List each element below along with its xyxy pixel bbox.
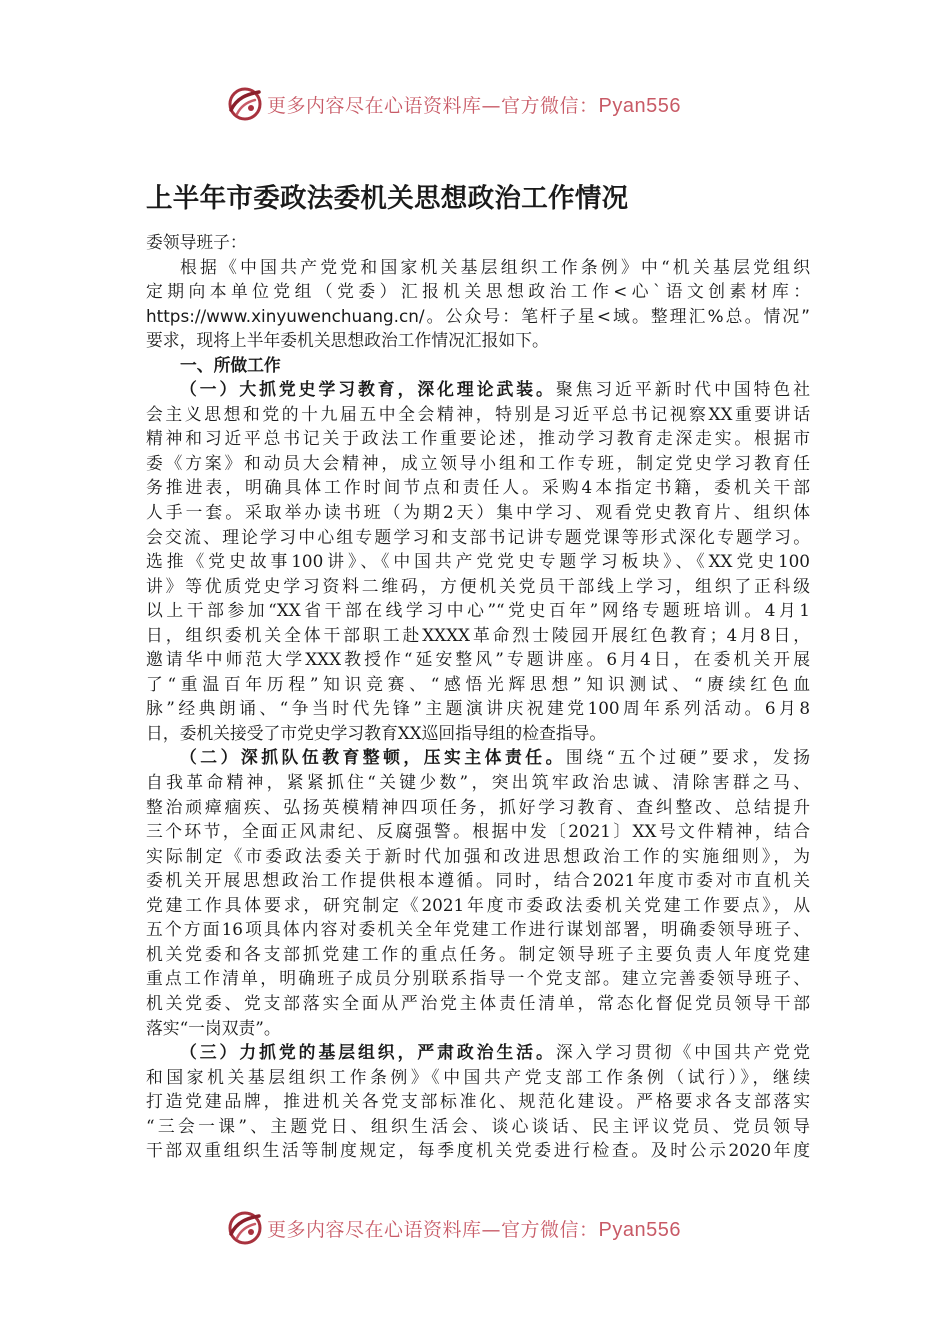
- paragraph-line: 讲》等优质党史学习资料二维码，方便机关党员干部线上学习，组织了正科级: [146, 575, 810, 596]
- intro-line: [146, 304, 810, 329]
- paragraph-line: 人手一套。采取举办读书班（为期2天）集中学习、观看党史教育片、组织体: [146, 502, 810, 523]
- paragraph-line: 自我革命精神，紧紧抓住“关键少数”，突出筑牢政治忠诚、清除害群之马、: [146, 772, 810, 793]
- intro-line: 定期向本单位党组（党委）汇报机关思想政治工作<心`语文创素材库：: [146, 281, 810, 302]
- paragraph-line: 邀请华中师范大学XXX教授作“延安整风”专题讲座。6月4日，在委机关开展: [146, 649, 810, 670]
- paragraph-line: 精神和习近平总书记关于政法工作重要论述，推动学习教育走深走实。根据市: [146, 428, 810, 449]
- document-title: 上半年市委政法委机关思想政治工作情况: [146, 183, 629, 214]
- paragraph-heading: （一）大抓党史学习教育，深化理论武装。: [180, 379, 556, 400]
- banner-text: [267, 1215, 681, 1242]
- header-banner: [0, 84, 950, 124]
- banner-label: 更多内容尽在心语资料库—官方微信：: [267, 94, 599, 117]
- banner-wechat-handle: Pyan556: [598, 94, 681, 117]
- paragraph-line: 选推《党史故事100讲》、《中国共产党党史专题学习板块》、《XX党史100: [146, 551, 810, 572]
- paragraph-last-line: 落实“一岗双责”。: [146, 1017, 281, 1038]
- paragraph-line: 重点工作清单，明确班子成员分别联系指导一个党支部。建立完善委领导班子、: [146, 968, 810, 989]
- paragraph-line: 和国家机关基层组织工作条例》《中国共产党支部工作条例（试行）》，继续: [146, 1066, 810, 1087]
- section-heading: 一、所做工作: [180, 354, 281, 375]
- paragraph-first-line: [146, 745, 810, 770]
- paragraph-line: 了“重温百年历程”知识竞赛、“感悟光辉思想”知识测试、“赓续红色血: [146, 673, 810, 694]
- paragraph-line: 日，组织委机关全体干部职工赴XXXX革命烈士陵园开展红色教育；4月8日，: [146, 624, 810, 645]
- banner-wechat-handle: Pyan556: [598, 1218, 681, 1241]
- paragraph-first-line: [146, 377, 810, 402]
- paragraph-heading: （三）力抓党的基层组织，严肃政治生活。: [180, 1042, 556, 1063]
- document-body: [146, 230, 810, 1163]
- paragraph-line: 会交流、理论学习中心组专题学习和支部书记讲专题党课等形式深化专题学习。: [146, 526, 810, 547]
- paragraph-last-line: 日，委机关接受了市党史学习教育XX巡回指导组的检查指导。: [146, 722, 607, 743]
- paragraph-line: 会主义思想和党的十九届五中全会精神，特别是习近平总书记视察XX重要讲话: [146, 403, 810, 424]
- paragraph-text: 聚焦习近平新时代中国特色社: [555, 379, 810, 400]
- paragraph-line: 委机关开展思想政治工作提供根本遵循。同时，结合2021年度市委对市直机关: [146, 870, 810, 891]
- paragraph-line: 干部双重组织生活等制度规定，每季度机关党委进行检查。及时公示2020年度: [146, 1140, 810, 1161]
- paragraph-line: 整治顽瘴痼疾、弘扬英模精神四项任务，抓好学习教育、查纠整改、总结提升: [146, 796, 810, 817]
- paragraph-line: 以上干部参加“XX省干部在线学习中心”“党史百年”网络专题班培训。4月1: [146, 600, 810, 621]
- footer-banner: [0, 1208, 950, 1248]
- intro-line: 要求，现将上半年委机关思想政治工作情况汇报如下。: [146, 330, 549, 351]
- intro-line: 根据《中国共产党党和国家机关基层组织工作条例》中“机关基层党组织: [180, 256, 810, 277]
- brush-logo-icon: [225, 1208, 265, 1248]
- paragraph-line: 务推进表，明确具体工作时间节点和责任人。采购4本指定书籍，委机关干部: [146, 477, 810, 498]
- banner-label: 更多内容尽在心语资料库—官方微信：: [267, 1218, 599, 1241]
- paragraph-line: 机关党委和各支部抓党建工作的重点任务。制定领导班子主要负责人年度党建: [146, 943, 810, 964]
- banner-text: [267, 91, 681, 118]
- paragraph-line: 打造党建品牌，推进机关各党支部标准化、规范化建设。严格要求各支部落实: [146, 1091, 810, 1112]
- paragraph-line: 委《方案》和动员大会精神，成立领导小组和工作专班，制定党史学习教育任: [146, 452, 810, 473]
- paragraph-text: 围绕“五个过硬”要求，发扬: [565, 747, 810, 768]
- paragraph-line: “三会一课”、主题党日、组织生活会、谈心谈话、民主评议党员、党员领导: [146, 1115, 810, 1136]
- paragraph-line: 脉”经典朗诵、“争当时代先锋”主题演讲庆祝建党100周年系列活动。6月8: [146, 698, 810, 719]
- paragraph-line: 党建工作具体要求，研究制定《2021年度市委政法委机关党建工作要点》，从: [146, 894, 810, 915]
- intro-url-line: https://www.xinyuwenchuang.cn/。公众号：笔杆子星<域。整理汇%总。情况”: [146, 305, 810, 326]
- paragraph-line: 五个方面16项具体内容对委机关全年党建工作进行谋划部署，明确委领导班子、: [146, 919, 810, 940]
- brush-logo-icon: [225, 84, 265, 124]
- paragraph-first-line: [146, 1040, 810, 1065]
- paragraph-text: 深入学习贯彻《中国共产党党: [555, 1042, 810, 1063]
- paragraph-heading: （二）深抓队伍教育整顿，压实主体责任。: [180, 747, 566, 768]
- paragraph-line: 三个环节，全面正风肃纪、反腐强警。根据中发〔2021〕XX号文件精神，结合: [146, 821, 810, 842]
- paragraph-line: 实际制定《市委政法委关于新时代加强和改进思想政治工作的实施细则》，为: [146, 845, 810, 866]
- salutation: 委领导班子：: [146, 232, 247, 252]
- paragraph-line: 机关党委、党支部落实全面从严治党主体责任清单，常态化督促党员领导干部: [146, 992, 810, 1013]
